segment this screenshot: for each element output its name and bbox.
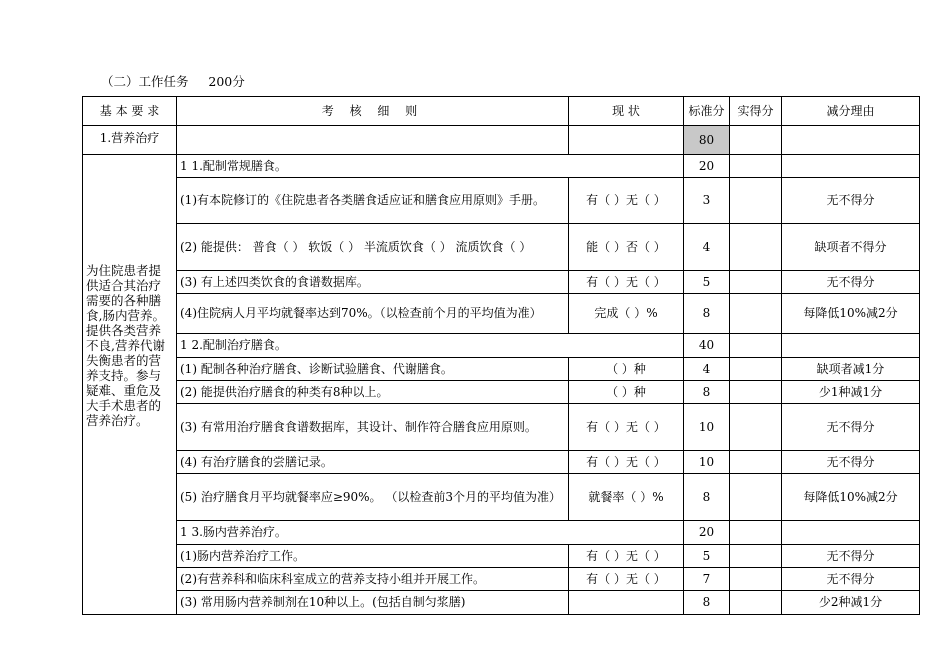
row-actual-score[interactable] bbox=[730, 545, 782, 568]
row-status[interactable]: 能（ ）否（ ） bbox=[569, 224, 684, 271]
row-deduction-reason: 无不得分 bbox=[782, 271, 920, 294]
row-status[interactable]: 有（ ）无（ ） bbox=[569, 404, 684, 451]
section-heading: （二）工作任务 200分 bbox=[101, 74, 245, 89]
row-actual-score[interactable] bbox=[730, 474, 782, 521]
header-detail: 考 核 细 则 bbox=[177, 97, 569, 126]
row-deduction-reason bbox=[782, 334, 920, 358]
table-row bbox=[83, 155, 920, 178]
row-detail: (4)住院病人月平均就餐率达到70%。（以检查前个月的平均值为准） bbox=[177, 294, 569, 334]
header-requirement: 基 本 要 求 bbox=[83, 97, 177, 126]
category-label bbox=[83, 126, 177, 155]
header-deduction-reason: 减分理由 bbox=[782, 97, 920, 126]
row-detail: (3) 有上述四类饮食的食谱数据库。 bbox=[177, 271, 569, 294]
row-status[interactable]: 有（ ）无（ ） bbox=[569, 271, 684, 294]
row-status[interactable]: 有（ ）无（ ） bbox=[569, 545, 684, 568]
row-deduction-reason: 缺项者不得分 bbox=[782, 224, 920, 271]
row-deduction-reason: 无不得分 bbox=[782, 451, 920, 474]
row-actual-score[interactable] bbox=[730, 271, 782, 294]
row-actual-score[interactable] bbox=[730, 404, 782, 451]
row-deduction-reason bbox=[782, 521, 920, 545]
table-row bbox=[83, 334, 920, 358]
row-detail: (2) 能提供： 普食（ ） 软饭（ ） 半流质饮食（ ） 流质饮食（ ） bbox=[177, 224, 569, 271]
row-actual-score[interactable] bbox=[730, 358, 782, 381]
row-detail: (4) 有治疗膳食的尝膳记录。 bbox=[177, 451, 569, 474]
table-row bbox=[83, 271, 920, 294]
row-actual-score[interactable] bbox=[730, 294, 782, 334]
header-actual-score: 实得分 bbox=[730, 97, 782, 126]
row-actual-score[interactable] bbox=[730, 334, 782, 358]
table-row bbox=[83, 474, 920, 521]
row-detail: (1)肠内营养治疗工作。 bbox=[177, 545, 569, 568]
row-status[interactable]: （ ）种 bbox=[569, 381, 684, 404]
table-row bbox=[83, 591, 920, 615]
category-actual-score[interactable] bbox=[730, 126, 782, 155]
row-status[interactable] bbox=[569, 591, 684, 615]
row-deduction-reason: 缺项者减1分 bbox=[782, 358, 920, 381]
row-actual-score[interactable] bbox=[730, 451, 782, 474]
table-row bbox=[83, 224, 920, 271]
row-standard-score: 4 bbox=[684, 358, 730, 381]
row-standard-score: 10 bbox=[684, 451, 730, 474]
row-detail: 1 2.配制治疗膳食。 bbox=[177, 334, 684, 358]
row-detail: 1 1.配制常规膳食。 bbox=[177, 155, 684, 178]
table-row bbox=[83, 404, 920, 451]
basic-requirement-text: 为住院患者提供适合其治疗需要的各种膳食,肠内营养。提供各类营养不良,营养代谢失衡患者的营养支持。参与疑难、重危及大手术患者的营养治疗。 bbox=[83, 155, 177, 615]
row-deduction-reason: 少1种减1分 bbox=[782, 381, 920, 404]
table-header-row bbox=[83, 97, 920, 126]
header-status: 现 状 bbox=[569, 97, 684, 126]
row-standard-score: 5 bbox=[684, 271, 730, 294]
header-standard-score: 标准分 bbox=[684, 97, 730, 126]
table-row bbox=[83, 568, 920, 591]
row-standard-score: 5 bbox=[684, 545, 730, 568]
row-status[interactable]: （ ）种 bbox=[569, 358, 684, 381]
table-row bbox=[83, 178, 920, 224]
category-standard-score: 80 bbox=[684, 126, 730, 155]
row-standard-score: 8 bbox=[684, 474, 730, 521]
row-deduction-reason bbox=[782, 155, 920, 178]
row-status[interactable]: 就餐率（ ）% bbox=[569, 474, 684, 521]
row-deduction-reason: 每降低10%减2分 bbox=[782, 294, 920, 334]
row-standard-score: 8 bbox=[684, 591, 730, 615]
table-row bbox=[83, 294, 920, 334]
row-status[interactable]: 有（ ）无（ ） bbox=[569, 451, 684, 474]
category-row bbox=[83, 126, 920, 155]
row-actual-score[interactable] bbox=[730, 381, 782, 404]
table-row bbox=[83, 358, 920, 381]
table-row bbox=[83, 545, 920, 568]
row-detail: (2) 能提供治疗膳食的种类有8种以上。 bbox=[177, 381, 569, 404]
row-deduction-reason: 无不得分 bbox=[782, 545, 920, 568]
row-deduction-reason: 无不得分 bbox=[782, 404, 920, 451]
row-detail: (5) 治疗膳食月平均就餐率应≥90%。 （以检查前3个月的平均值为准） bbox=[177, 474, 569, 521]
row-actual-score[interactable] bbox=[730, 178, 782, 224]
row-detail: (2)有营养科和临床科室成立的营养支持小组并开展工作。 bbox=[177, 568, 569, 591]
row-standard-score: 3 bbox=[684, 178, 730, 224]
row-actual-score[interactable] bbox=[730, 591, 782, 615]
row-detail: (1) 配制各种治疗膳食、诊断试验膳食、代谢膳食。 bbox=[177, 358, 569, 381]
row-detail: 1 3.肠内营养治疗。 bbox=[177, 521, 684, 545]
row-standard-score: 20 bbox=[684, 521, 730, 545]
row-status[interactable]: 完成（ ）% bbox=[569, 294, 684, 334]
table-row bbox=[83, 521, 920, 545]
row-standard-score: 8 bbox=[684, 381, 730, 404]
row-actual-score[interactable] bbox=[730, 155, 782, 178]
row-actual-score[interactable] bbox=[730, 521, 782, 545]
row-standard-score: 4 bbox=[684, 224, 730, 271]
table-row bbox=[83, 381, 920, 404]
row-standard-score: 20 bbox=[684, 155, 730, 178]
row-standard-score: 8 bbox=[684, 294, 730, 334]
row-detail: (3) 常用肠内营养制剂在10种以上。(包括自制匀浆膳) bbox=[177, 591, 569, 615]
row-detail: (1)有本院修订的《住院患者各类膳食适应证和膳食应用原则》手册。 bbox=[177, 178, 569, 224]
row-standard-score: 40 bbox=[684, 334, 730, 358]
row-standard-score: 7 bbox=[684, 568, 730, 591]
category-status-cell bbox=[569, 126, 684, 155]
row-standard-score: 10 bbox=[684, 404, 730, 451]
row-status[interactable]: 有（ ）无（ ） bbox=[569, 178, 684, 224]
row-actual-score[interactable] bbox=[730, 568, 782, 591]
table-row bbox=[83, 451, 920, 474]
row-actual-score[interactable] bbox=[730, 224, 782, 271]
row-detail: (3) 有常用治疗膳食食谱数据库，其设计、制作符合膳食应用原则。 bbox=[177, 404, 569, 451]
category-deduction-reason bbox=[782, 126, 920, 155]
row-deduction-reason: 少2种减1分 bbox=[782, 591, 920, 615]
row-deduction-reason: 每降低10%减2分 bbox=[782, 474, 920, 521]
row-status[interactable]: 有（ ）无（ ） bbox=[569, 568, 684, 591]
category-title: 1.营养治疗 bbox=[99, 131, 160, 145]
row-deduction-reason: 无不得分 bbox=[782, 178, 920, 224]
assessment-table bbox=[82, 96, 920, 615]
row-deduction-reason: 无不得分 bbox=[782, 568, 920, 591]
category-detail-cell bbox=[177, 126, 569, 155]
